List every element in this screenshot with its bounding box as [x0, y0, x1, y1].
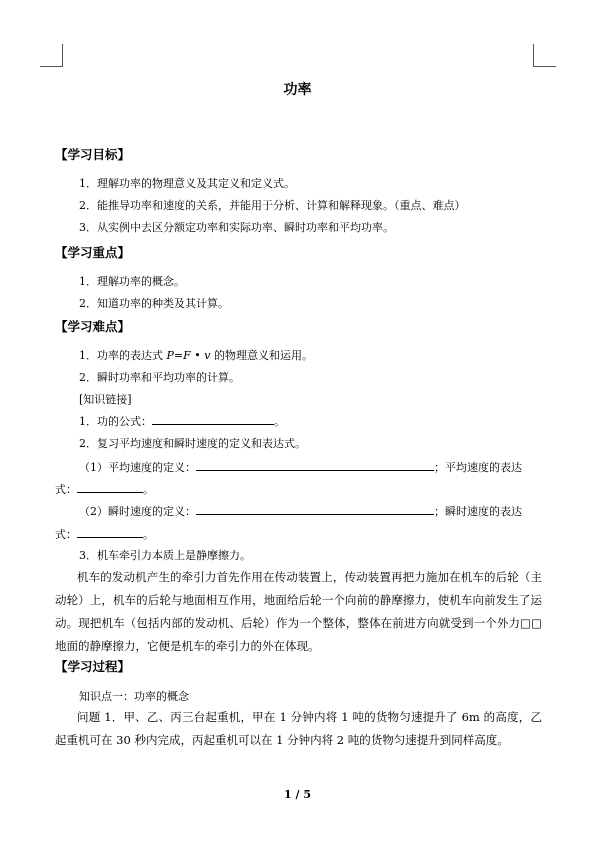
answer-blank[interactable] [77, 526, 143, 538]
q2b-cont-suffix: 。 [143, 528, 154, 541]
answer-blank[interactable] [152, 413, 274, 425]
objective-item-1: 1．理解功率的物理意义及其定义和定义式。 [79, 177, 295, 190]
key-point-item-2: 2．知道功率的种类及其计算。 [79, 297, 229, 310]
difficulty-item-2: 2．瞬时功率和平均功率的计算。 [79, 371, 240, 384]
q2a-cont-suffix: 。 [143, 483, 154, 496]
question-average-velocity [79, 459, 522, 475]
problem-1-paragraph: 问题 1．甲、乙、丙三台起重机，甲在 1 分钟内将 1 吨的货物匀速提升了 6m 的高度，乙起重机可在 30 秒内完成，丙起重机可以在 1 分钟内将 2 吨的货物匀速提升到同样高度。 [55, 710, 542, 747]
power-formula: P=F • v [166, 349, 211, 362]
q1-suffix: 。 [274, 415, 285, 428]
objective-item-3: 3．从实例中去区分额定功率和实际功率、瞬时功率和平均功率。 [79, 221, 394, 234]
q1-prefix: 1．功的公式： [79, 415, 152, 428]
key-point-item-1: 1．理解功率的概念。 [79, 275, 185, 288]
page-number: 1 / 5 [284, 788, 311, 801]
knowledge-point-1: 知识点一：功率的概念 [79, 690, 189, 703]
page-title: 功率 [283, 82, 312, 98]
traction-explanation-paragraph: 机车的发动机产生的牵引力首先作用在传动装置上，传动装置再把力施加在机车的后轮（主动轮）上，机车的后轮与地面相互作用，地面给后轮一个向前的静摩擦力，使机车向前发生了运动。现把机车（包括内部的发动机、后轮）作为一个整体，整体在前进方向就受到一个外力□□地面的静摩擦力，它便是机车的牵引力的外在体现。 [55, 570, 542, 653]
q2a-prefix: （1）平均速度的定义： [79, 461, 196, 474]
heading-key-points: 【学习重点】 [55, 245, 131, 260]
difficulty-item-1-prefix: 1．功率的表达式 [79, 349, 167, 362]
question-instant-velocity-cont [55, 526, 154, 542]
answer-blank[interactable] [196, 503, 434, 515]
crop-mark-top-left [40, 44, 63, 67]
knowledge-link-label: [知识链接] [79, 393, 132, 406]
heading-objectives: 【学习目标】 [55, 147, 131, 162]
q2b-cont-prefix: 式： [55, 528, 77, 541]
difficulty-item-1-suffix: 的物理意义和运用。 [210, 349, 313, 362]
heading-difficulties: 【学习难点】 [55, 319, 131, 334]
answer-blank[interactable] [196, 459, 434, 471]
difficulty-item-1 [79, 347, 313, 363]
question-instant-velocity [79, 503, 522, 519]
question-work-formula [79, 413, 285, 429]
q2a-suffix: ；平均速度的表达 [434, 461, 522, 474]
question-traction-force: 3．机车牵引力本质上是静摩擦力。 [79, 549, 251, 562]
objective-item-2: 2．能推导功率和速度的关系，并能用于分析、计算和解释现象。（重点、难点） [79, 199, 466, 212]
question-average-velocity-cont [55, 481, 154, 497]
answer-blank[interactable] [77, 481, 143, 493]
q2b-prefix: （2）瞬时速度的定义： [79, 505, 196, 518]
question-velocity-review: 2．复习平均速度和瞬时速度的定义和表达式。 [79, 437, 306, 450]
crop-mark-top-right [533, 44, 556, 67]
heading-process: 【学习过程】 [55, 659, 131, 674]
q2b-suffix: ；瞬时速度的表达 [434, 505, 522, 518]
q2a-cont-prefix: 式： [55, 483, 77, 496]
